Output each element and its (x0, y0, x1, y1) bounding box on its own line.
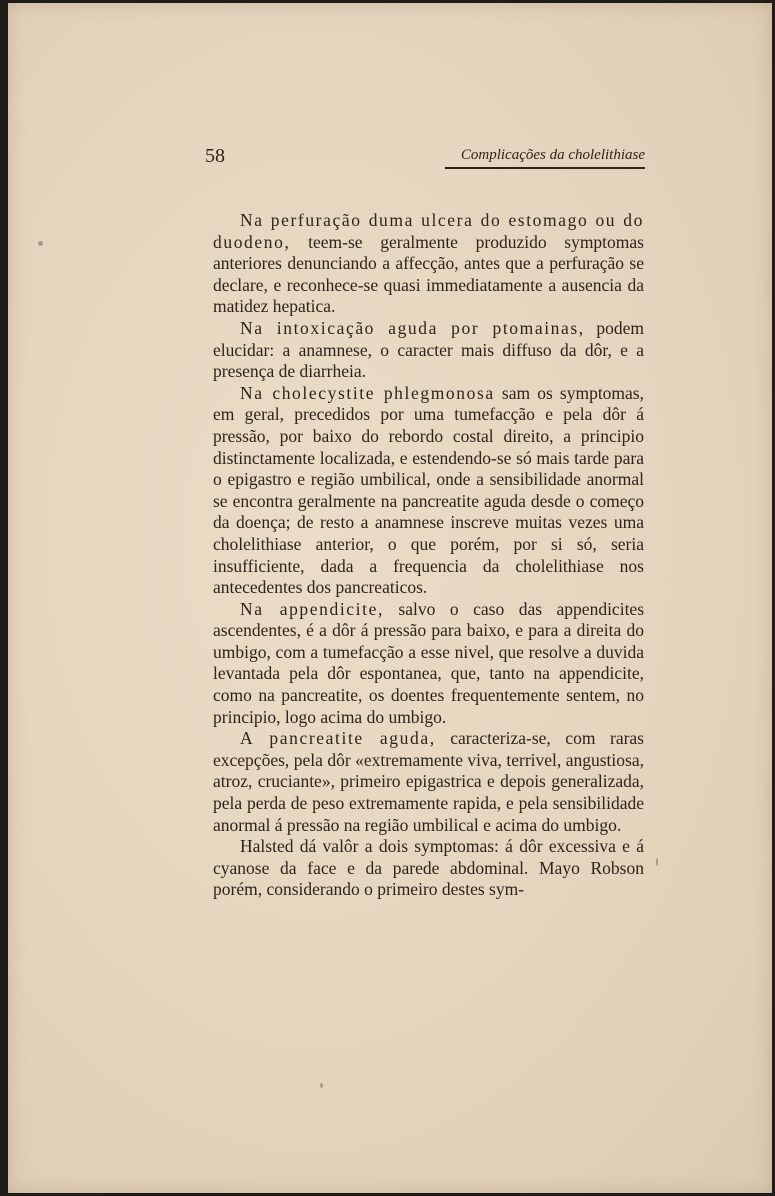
paragraph-text: podem elucidar: a anamnese, o caracter mais diffuso da dôr, e a presença de diarrheia. (213, 317, 644, 382)
paragraph (213, 599, 644, 729)
paragraph-text: teem-se geralmente produzido symptomas anteriores denunciando a affecção, antes que a perfuração se declare, e reconhece-se quasi immediatamente a ausencia da matidez hepatica. (213, 231, 644, 317)
paper-blemish (320, 1083, 323, 1088)
paragraph (213, 728, 644, 836)
paragraph-text: sam os symptomas, em geral, precedidos por uma tumefacção e pela dôr á pressão, por baixo do rebordo costal direito, a principio distinctamente localizada, e estendendo-se só mais tarde para o epigastro e região umbilical, onde a sensibilidade anormal se encontra geralmente na pancreatite aguda desde o começo da doença; de resto a anamnese inscreve muitas vezes uma cholelithiase anterior, o que porém, por si só, seria insufficiente, dada a frequencia da cholelithiase nos antecedentes dos pancreaticos. (213, 382, 644, 598)
running-head: Complicações da cholelithiase (460, 147, 645, 163)
paragraph-text: caracteriza-se, com raras excepções, pela dôr «extremamente viva, terrivel, angustiosa, atroz, cruciante», primeiro epigastrica e depois generalizada, pela perda de peso extremamente rapida, e pela sensibilidade anormal á pressão na região umbilical e acima do umbigo. (213, 728, 644, 835)
header-rule (445, 167, 645, 169)
paragraph-lead: Na perfuração duma ulcera do estomago ou do duodeno, (213, 210, 644, 252)
paragraph (213, 318, 644, 383)
book-page (8, 3, 772, 1193)
paragraph-lead: A pancreatite aguda, (240, 728, 436, 749)
body-text (213, 210, 644, 901)
page-number: 58 (205, 145, 225, 167)
paragraph (213, 210, 644, 318)
page-header (205, 143, 645, 171)
paragraph-lead: Na intoxicação aguda por ptomainas, (240, 317, 585, 338)
paragraph (213, 383, 644, 599)
paragraph (213, 836, 644, 901)
paragraph-text: Halsted dá valôr a dois symptomas: á dôr excessiva e á cyanose da face e da parede abdominal. Mayo Robson porém, considerando o primeiro destes sym- (213, 836, 644, 900)
paper-blemish (656, 858, 658, 866)
paragraph-text: salvo o caso das appendicites ascendentes, é a dôr á pressão para baixo, e para a direita do umbigo, com a tumefacção a esse nivel, que resolve a duvida levantada pela dôr espontanea, que, tanto na appendicite, como na pancreatite, os doentes frequentemente sentem, no principio, logo acima do umbigo. (213, 598, 645, 727)
paper-blemish (38, 241, 43, 246)
paragraph-lead: Na appendicite, (240, 598, 384, 619)
paragraph-lead: Na cholecystite phlegmonosa (240, 382, 495, 403)
